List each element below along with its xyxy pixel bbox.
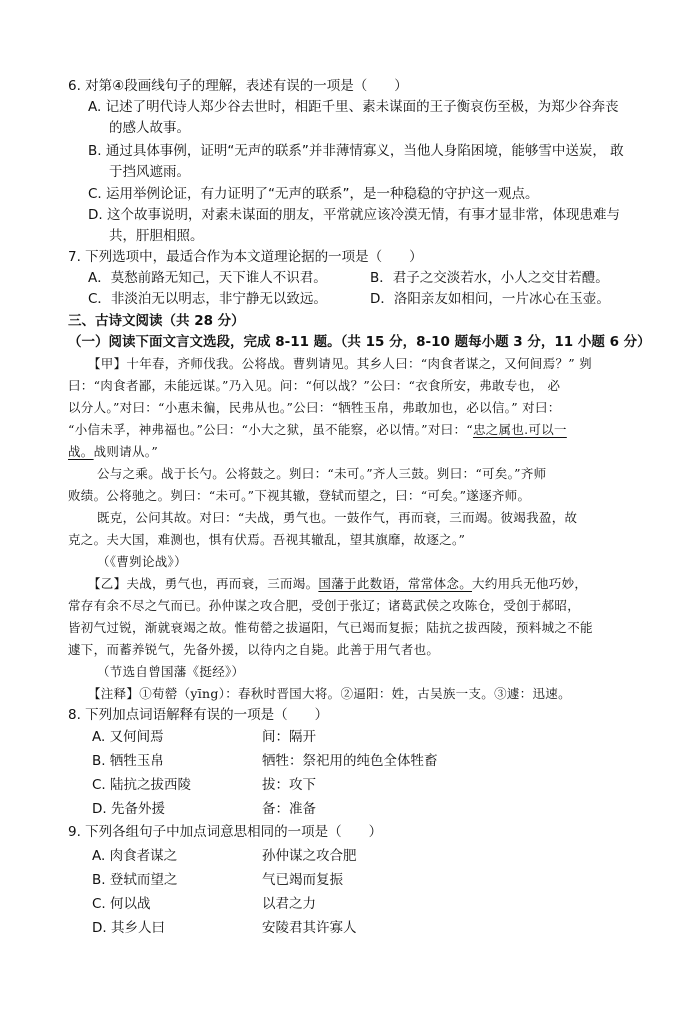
passage-yi-line1-end: 大约用兵无他巧妙， bbox=[472, 576, 588, 591]
q7-option-d: D．洛阳亲友如相问，一片冰心在玉壶。 bbox=[370, 291, 610, 307]
q6-option-b-line1: B. 通过具体事例，证明“无声的联系”并非薄情寡义，当他人身陷困境，能够雪中送炭， 敢 bbox=[88, 143, 624, 159]
q9-option-c-compare: 以君之力 bbox=[262, 896, 316, 912]
q8-option-c: C. 陆抗之拔西陵 bbox=[92, 777, 192, 793]
q9-option-b: B. 登轼而望之 bbox=[92, 872, 178, 888]
q6-option-a-line2: 的感人故事。 bbox=[109, 120, 190, 136]
q8-option-a: A. 又何间焉 bbox=[92, 729, 164, 745]
passage-yi-line3: 皆初气过锐，渐就衰竭之故。惟荀罃之拔逼阳，气已竭而复振；陆抗之拔西陵，预料城之不能 bbox=[68, 620, 593, 635]
passage-jia-source: （《曹刿论战》） bbox=[97, 554, 187, 569]
passage-yi-source: （节选自曾国藩《挺经》） bbox=[97, 664, 245, 679]
q9-option-c: C. 何以战 bbox=[92, 896, 151, 912]
q9-option-b-compare: 气已竭而复振 bbox=[262, 872, 343, 888]
passage-jia-line1: 【甲】十年春，齐师伐我。公将战。曹刿请见。其乡人曰：“肉食者谋之，又何间焉？” 刿 bbox=[88, 356, 593, 371]
q7-stem: 7. 下列选项中，最适合作为本文道理论据的一项是（ ） bbox=[68, 249, 423, 265]
passage-jia-line8: 既克，公问其故。对曰：“夫战，勇气也。一鼓作气，再而衰，三而竭。彼竭我盈，故 bbox=[97, 510, 578, 525]
q7-option-b: B．君子之交淡若水，小人之交甘若醴。 bbox=[370, 270, 609, 286]
q6-option-b-line2: 于挡风遮雨。 bbox=[109, 164, 190, 180]
section-title: 三、古诗文阅读（共 28 分） bbox=[68, 313, 245, 329]
q6-option-c: C. 运用举例论证，有力证明了“无声的联系”，是一种稳稳的守护这一观点。 bbox=[88, 186, 539, 202]
q6-stem: 6. 对第④段画线句子的理解，表述有误的一项是（ ） bbox=[68, 78, 408, 94]
passage-jia-line7: 败绩。公将驰之。刿曰：“未可。”下视其辙，登轼而望之，曰：“可矣。”遂逐齐师。 bbox=[68, 488, 531, 503]
q8-option-b-meaning: 牺牲：祭祀用的纯色全体牲畜 bbox=[262, 753, 438, 769]
q8-option-a-meaning: 间：隔开 bbox=[262, 729, 316, 745]
annotation-note: 【注释】①荀罃（yīng）：春秋时晋国大将。②逼阳：姓，古吴族一支。③遽：迅速。 bbox=[88, 686, 571, 701]
q8-stem: 8. 下列加点词语解释有误的一项是（ ） bbox=[68, 707, 329, 723]
q6-option-d-line2: 共，肝胆相照。 bbox=[109, 228, 204, 244]
q9-option-d-compare: 安陵君其许寡人 bbox=[262, 920, 357, 936]
q8-option-c-meaning: 拔：攻下 bbox=[262, 777, 316, 793]
passage-yi-line1 bbox=[88, 574, 587, 594]
q8-option-d-meaning: 备：准备 bbox=[262, 801, 316, 817]
passage-jia-line4 bbox=[68, 420, 567, 440]
underlined-sentence: 忠之属也.可以一 bbox=[472, 422, 567, 437]
q9-option-d: D. 其乡人曰 bbox=[92, 920, 165, 936]
q6-option-d-line1: D. 这个故事说明，对素未谋面的朋友，平常就应该冷漠无情，有事才显非常，体现患难与 bbox=[88, 207, 620, 223]
passage-yi-line4: 遽下，而蓄养锐气，先备外援，以待内之自毙。此善于用气者也。 bbox=[68, 642, 440, 657]
passage-jia-line2: 曰：“肉食者鄙，未能远谋。”乃入见。问：“何以战？”公曰：“衣食所安，弗敢专也， 必 bbox=[68, 378, 561, 393]
passage-jia-line9: 克之。夫大国，难测也，惧有伏焉。吾视其辙乱，望其旗靡，故逐之。” bbox=[68, 532, 466, 547]
passage-jia-line6: 公与之乘。战于长勺。公将鼓之。刿曰：“未可。”齐人三鼓。刿曰：“可矣。”齐师 bbox=[97, 466, 547, 481]
q9-option-a-compare: 孙仲谋之攻合肥 bbox=[262, 848, 357, 864]
passage-jia-line3: 以分人。”对曰：“小惠未徧，民弗从也。”公曰：“牺牲玉帛，弗敢加也，必以信。” 对曰： bbox=[68, 400, 561, 415]
passage-jia-line5-text: 战则请从。” bbox=[93, 444, 159, 459]
q9-option-a: A. 肉食者谋之 bbox=[92, 848, 178, 864]
passage-jia-line4-text: “小信未孚，神弗福也。”公曰：“小大之狱，虽不能察，必以情。”对曰：“ bbox=[68, 422, 473, 437]
passage-jia-line5 bbox=[68, 442, 158, 462]
underlined-sentence-yi: 国藩于此数语，常常体念。 bbox=[318, 576, 473, 591]
passage-yi-line1-text: 【乙】夫战，勇气也，再而衰，三而竭。 bbox=[88, 576, 319, 591]
q7-option-a: A．莫愁前路无知己，天下谁人不识君。 bbox=[88, 270, 327, 286]
q8-option-d: D. 先备外援 bbox=[92, 801, 165, 817]
q6-option-a-line1: A. 记述了明代诗人郑少谷去世时，相距千里、素未谋面的王子衡哀伤至极，为郑少谷奔丧 bbox=[88, 99, 619, 115]
q8-option-b: B. 牺牲玉帛 bbox=[92, 753, 164, 769]
section-subtitle: （一）阅读下面文言文选段，完成 8-11 题。（共 15 分，8-10 题每小题 3 分，11 小题 6 分） bbox=[68, 334, 651, 350]
q9-stem: 9. 下列各组句子中加点词意思相同的一项是（ ） bbox=[68, 824, 383, 840]
q7-option-c: C．非淡泊无以明志，非宁静无以致远。 bbox=[88, 291, 327, 307]
passage-yi-line2: 常存有余不尽之气而已。孙仲谋之攻合肥，受创于张辽；诸葛武侯之攻陈仓，受创于郝昭， bbox=[68, 598, 581, 613]
underlined-sentence-end: 战。 bbox=[68, 444, 94, 459]
